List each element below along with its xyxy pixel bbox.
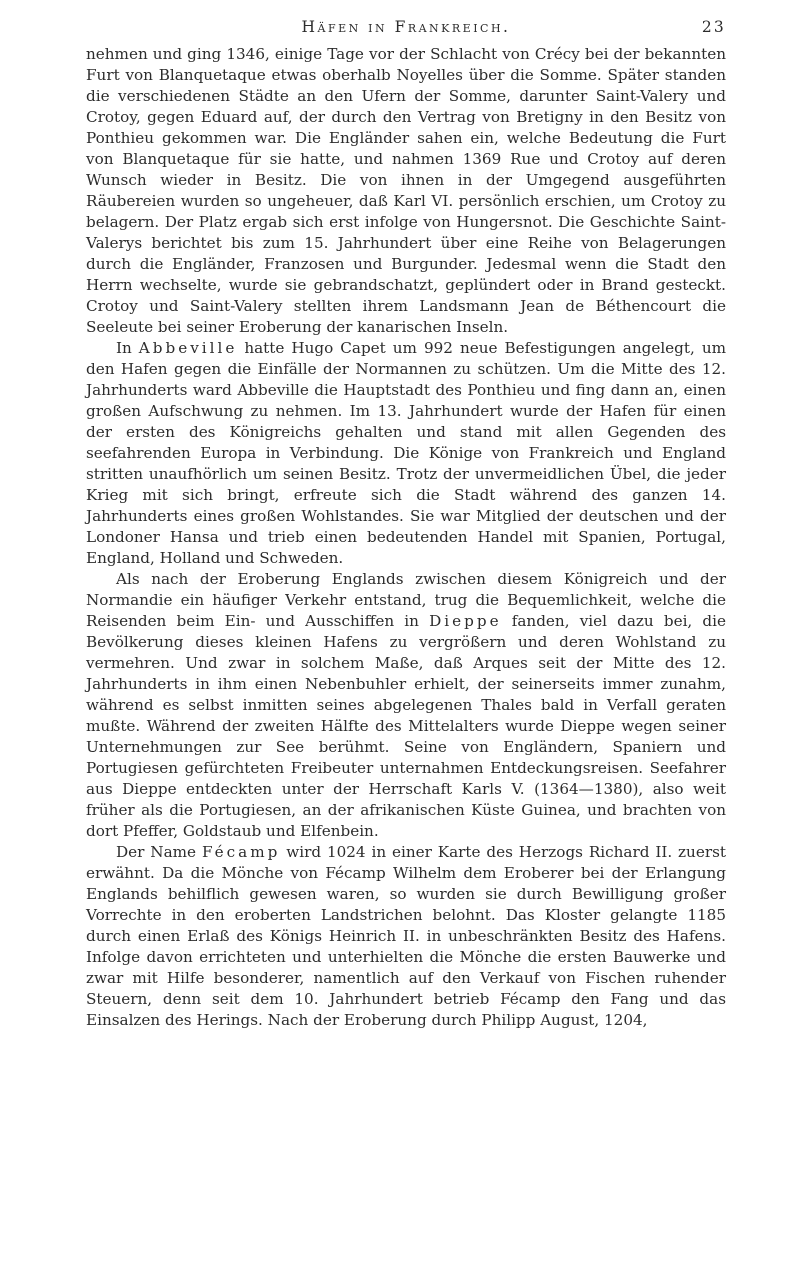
paragraph — [86, 842, 726, 1031]
place-name: Fécamp — [201, 843, 281, 861]
place-name: Dieppe — [429, 612, 502, 630]
page-number: 23 — [701, 18, 726, 36]
text-run: wird 1024 in einer Karte des Herzogs Richard II. zuerst erwähnt. Da die Mönche von Fécamp Wilhelm dem Eroberer bei der Erlangung Englands behilflich gewesen waren, so wurden sie durch Bewilligung großer Vorrechte in den eroberten Landstrichen belohnt. Das Kloster gelangte 1185 durch einen Erlaß des Königs Heinrich II. in unbeschränkten Besitz des Hafens. Infolge davon errichteten und unterhielten die Mönche die ersten Bauwerke und zwar mit Hilfe besonderer, namentlich auf den Verkauf von Fischen ruhender Steuern, denn seit dem 10. Jahrhundert betrieb Fécamp den Fang und das Einsalzen des Herings. Nach der Eroberung durch Philipp August, 1204, — [86, 843, 726, 1029]
paragraph — [86, 44, 726, 338]
running-title: Häfen in Frankreich. — [301, 18, 511, 36]
text-run: In — [116, 339, 139, 357]
paragraph — [86, 569, 726, 842]
text-run: Der Name — [116, 843, 202, 861]
page-header — [86, 18, 726, 44]
book-page — [86, 18, 726, 1031]
place-name: Abbeville — [138, 339, 238, 357]
text-run: Als nach der Eroberung Englands zwischen diesem Königreich und der Normandie ein häufiger Verkehr entstand, trug die Bequemlichkeit, welche die Reisenden beim Ein- und Ausschiffen in — [86, 570, 726, 630]
text-run: hatte Hugo Capet um 992 neue Befestigungen angelegt, um den Hafen gegen die Einfälle der Normannen zu schützen. Um die Mitte des 12. Jahrhunderts ward Abbeville die Hauptstadt des Ponthieu und fing dann an, einen großen Aufschwung zu nehmen. Im 13. Jahrhundert wurde der Hafen für einen der ersten des Königreichs gehalten und stand mit allen Gegenden des seefahrenden Europa in Verbindung. Die Könige von Frankreich und England stritten unaufhörlich um seinen Besitz. Trotz der unvermeidlichen Übel, die jeder Krieg mit sich bringt, erfreute sich die Stadt während des ganzen 14. Jahrhunderts eines großen Wohlstandes. Sie war Mitglied der deutschen und der Londoner Hansa und trieb einen bedeutenden Handel mit Spanien, Portugal, England, Holland und Schweden. — [86, 339, 727, 567]
body-text — [86, 44, 726, 1031]
text-run: nehmen und ging 1346, einige Tage vor der Schlacht von Crécy bei der bekannten Furt von Blanquetaque etwas oberhalb Noyelles über die Somme. Später standen die verschiedenen Städte an den Ufern der Somme, darunter Saint-Valery und Crotoy, gegen Eduard auf, der durch den Vertrag von Bretigny in den Besitz von Ponthieu gekommen war. Die Engländer sahen ein, welche Bedeutung die Furt von Blanquetaque für sie hatte, und nahmen 1369 Rue und Crotoy auf deren Wunsch wieder in Besitz. Die von ihnen in der Umgegend ausgeführten Räubereien wurden so ungeheuer, daß Karl VI. persönlich erschien, um Crotoy zu belagern. Der Platz ergab sich erst infolge von Hungersnot. Die Geschichte Saint-Valerys berichtet bis zum 15. Jahrhundert über eine Reihe von Belagerungen durch die Engländer, Franzosen und Burgunder. Jedesmal wenn die Stadt den Herrn wechselte, wurde sie gebrandschatzt, geplündert oder in Brand gesteckt. Crotoy und Saint-Valery stellten ihrem Landsmann Jean de Béthencourt die Seeleute bei seiner Eroberung der kanarischen Inseln. — [86, 45, 726, 336]
text-run: fanden, viel dazu bei, die Bevölkerung dieses kleinen Hafens zu vergrößern und deren Wohlstand zu vermehren. Und zwar in solchem Maße, daß Arques seit der Mitte des 12. Jahrhunderts in ihm einen Nebenbuhler erhielt, der seinerseits immer zunahm, während es selbst inmitten seines abgelegenen Thales bald in Verfall geraten mußte. Während der zweiten Hälfte des Mittelalters wurde Dieppe wegen seiner Unternehmungen zur See berühmt. Seine von Engländern, Spaniern und Portugiesen gefürchteten Freibeuter unternahmen Entdeckungsreisen. Seefahrer aus Dieppe entdeckten unter der Herrschaft Karls V. (1364—1380), also weit früher als die Portugiesen, an der afrikanischen Küste Guinea, und brachten von dort Pfeffer, Goldstaub und Elfenbein. — [86, 612, 726, 840]
paragraph — [86, 338, 726, 569]
